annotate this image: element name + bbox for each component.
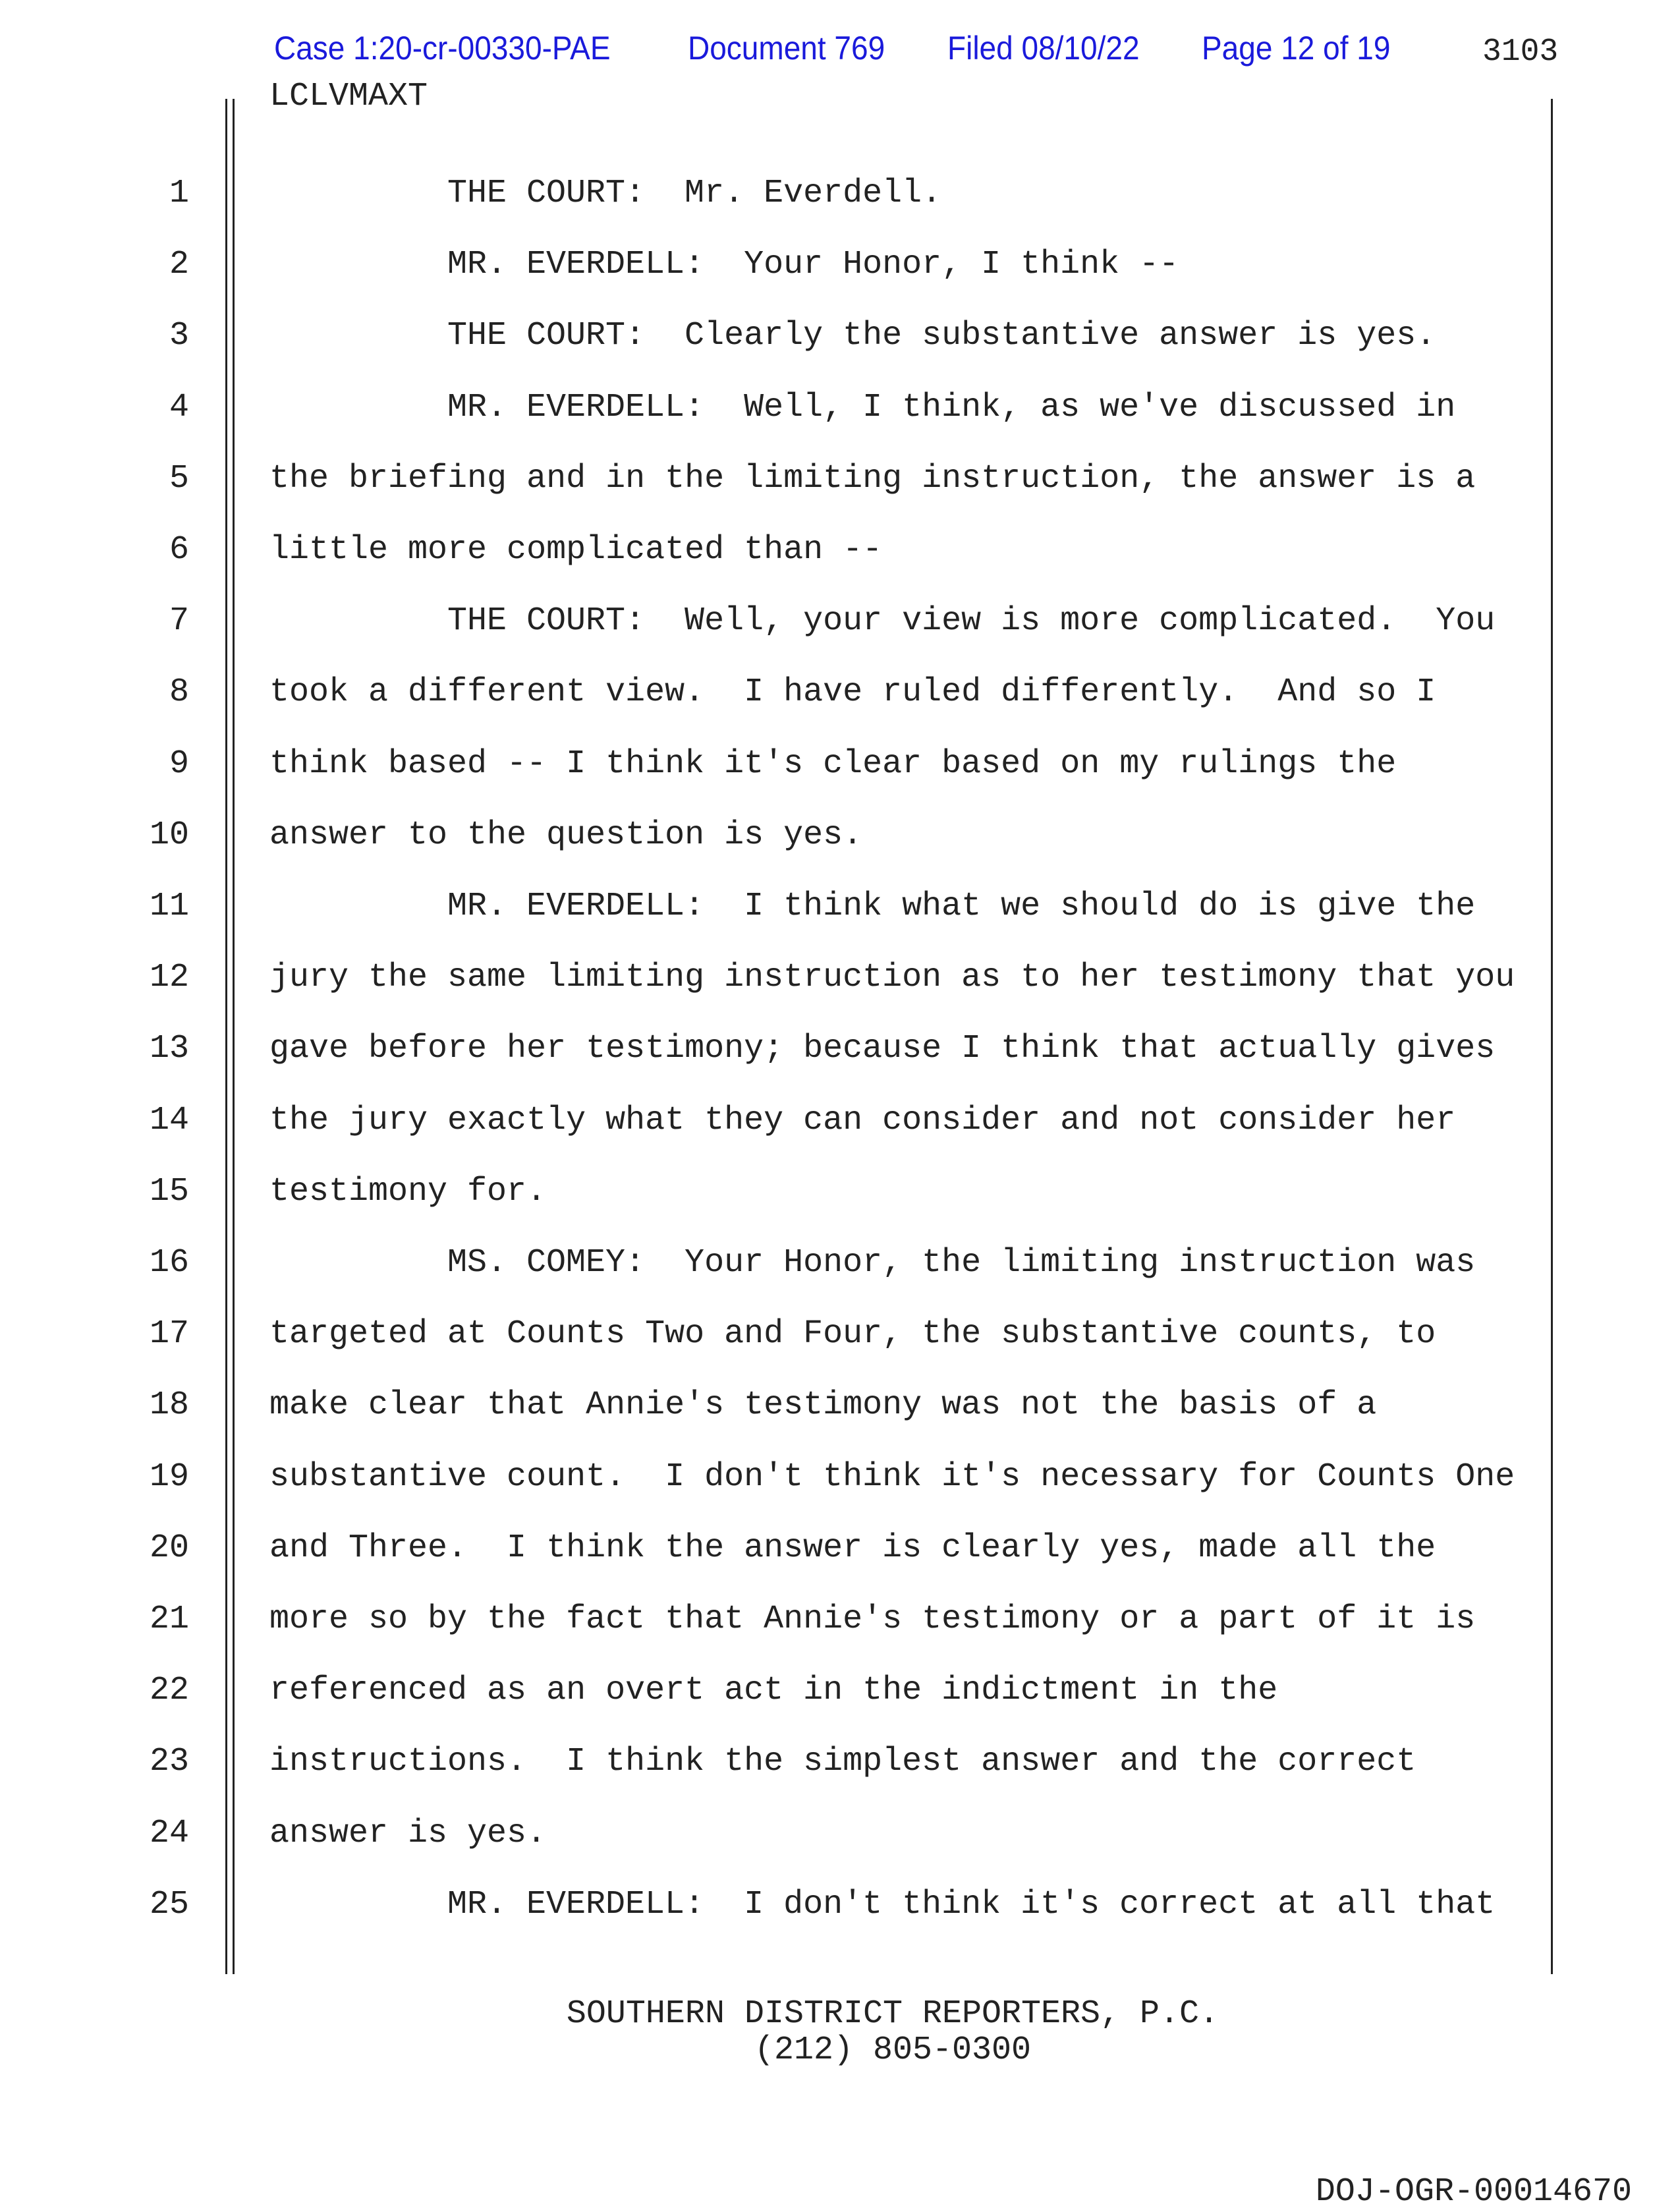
line-number: 1 <box>169 175 189 212</box>
transcript-line: MR. EVERDELL: I don't think it's correct at all that <box>447 1885 1496 1923</box>
line-number: 24 <box>149 1814 189 1852</box>
transcript-line: jury the same limiting instruction as to her testimony that you <box>269 959 1515 997</box>
bates-number: DOJ-OGR-00014670 <box>1315 2173 1632 2211</box>
transcript-line: substantive count. I don't think it's necessary for Counts One <box>269 1458 1515 1496</box>
line-number: 21 <box>149 1601 189 1638</box>
line-number: 6 <box>169 531 189 569</box>
line-number: 7 <box>169 602 189 640</box>
transcript-line: gave before her testimony; because I think that actually gives <box>269 1030 1496 1068</box>
transcript-code: LCLVMAXT <box>269 78 428 115</box>
line-number: 25 <box>149 1885 189 1923</box>
line-number: 19 <box>149 1458 189 1496</box>
line-number: 23 <box>149 1743 189 1781</box>
transcript-line: the briefing and in the limiting instruction, the answer is a <box>269 459 1476 497</box>
line-number: 3 <box>169 317 189 355</box>
line-number: 12 <box>149 959 189 997</box>
line-number: 5 <box>169 459 189 497</box>
transcript-line: MR. EVERDELL: Well, I think, as we've discussed in <box>447 388 1456 426</box>
case-number: Case 1:20-cr-00330-PAE <box>274 30 611 67</box>
line-number: 22 <box>149 1672 189 1710</box>
page-indicator: Page 12 of 19 <box>1202 30 1391 67</box>
transcript-line: testimony for. <box>269 1172 547 1210</box>
line-number: 15 <box>149 1172 189 1210</box>
transcript-line: make clear that Annie's testimony was not the basis of a <box>269 1386 1377 1425</box>
line-number: 14 <box>149 1101 189 1139</box>
line-number: 13 <box>149 1030 189 1068</box>
line-number: 18 <box>149 1386 189 1425</box>
line-number: 11 <box>149 888 189 925</box>
transcript-line: THE COURT: Well, your view is more complicated. You <box>447 602 1496 640</box>
line-number: 8 <box>169 673 189 712</box>
transcript-line: think based -- I think it's clear based on my rulings the <box>269 745 1397 783</box>
left-margin-rule-outer <box>225 99 227 1974</box>
transcript-line: referenced as an overt act in the indictment in the <box>269 1672 1278 1710</box>
transcript-line: instructions. I think the simplest answer and the correct <box>269 1743 1416 1781</box>
line-number: 20 <box>149 1529 189 1567</box>
line-number: 10 <box>149 816 189 854</box>
transcript-line: took a different view. I have ruled differently. And so I <box>269 673 1436 712</box>
transcript-line: and Three. I think the answer is clearly yes, made all the <box>269 1529 1436 1567</box>
reporter-phone: (212) 805-0300 <box>754 2031 1032 2069</box>
transcript-line: MR. EVERDELL: I think what we should do is give the <box>447 888 1476 925</box>
transcript-line: MS. COMEY: Your Honor, the limiting instruction was <box>447 1244 1476 1282</box>
transcript-page-number: 3103 <box>1482 34 1559 70</box>
transcript-line: the jury exactly what they can consider and not consider her <box>269 1101 1456 1139</box>
transcript-line: more so by the fact that Annie's testimony or a part of it is <box>269 1601 1476 1638</box>
transcript-line: targeted at Counts Two and Four, the substantive counts, to <box>269 1315 1436 1353</box>
line-number: 9 <box>169 745 189 783</box>
filed-date: Filed 08/10/22 <box>947 30 1140 67</box>
transcript-line: THE COURT: Clearly the substantive answer is yes. <box>447 317 1436 355</box>
left-margin-rule-inner <box>233 99 235 1974</box>
transcript-line: little more complicated than -- <box>269 531 883 569</box>
document-number: Document 769 <box>688 30 885 67</box>
transcript-line: answer is yes. <box>269 1814 547 1852</box>
transcript-line: MR. EVERDELL: Your Honor, I think -- <box>447 246 1179 284</box>
transcript-line: answer to the question is yes. <box>269 816 863 854</box>
line-number: 16 <box>149 1244 189 1282</box>
line-number: 17 <box>149 1315 189 1353</box>
right-margin-rule <box>1551 99 1553 1974</box>
transcript-line: THE COURT: Mr. Everdell. <box>447 175 942 212</box>
line-number: 4 <box>169 388 189 426</box>
line-number: 2 <box>169 246 189 284</box>
reporter-name: SOUTHERN DISTRICT REPORTERS, P.C. <box>566 1995 1219 2033</box>
